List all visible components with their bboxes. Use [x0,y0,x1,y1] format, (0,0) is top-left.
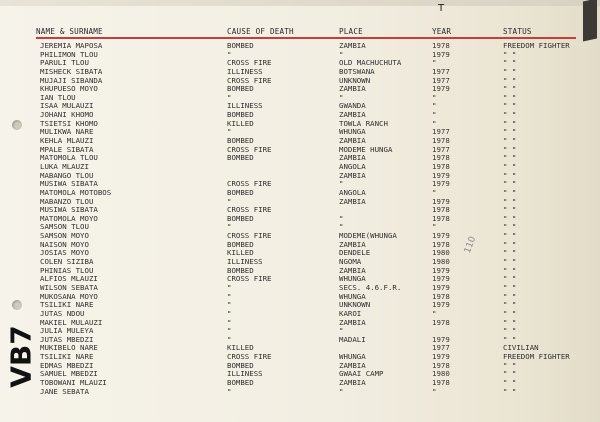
cell-name: TSIETSI KHOMO [40,118,98,128]
cell-name: WILSON SEBATA [40,282,98,292]
cell-place: ZAMBIA [339,41,366,50]
cell-status: " " [503,161,517,171]
cell-status: " " [503,291,517,301]
cell-name: JUTAS NDOU [40,308,85,318]
cell-year: 1979 [432,352,450,362]
cell-cause: KILLED [227,118,254,128]
cell-place: WHUNGA [339,352,366,362]
cell-status: " " [503,257,517,267]
cell-cause: " [227,334,232,344]
cell-name: MUSIWA SIBATA [40,179,98,189]
cell-status: " " [503,205,517,215]
cell-cause: BOMBED [227,377,254,387]
cell-place: MODEME(WHUNGA [339,231,397,241]
cell-status: " " [503,179,517,189]
cell-name: JULIA MULEYA [40,326,94,336]
cell-cause: BOMBED [227,213,254,223]
cell-name: MUSIWA SIBATA [40,205,98,215]
cell-year: 1977 [432,127,450,137]
cell-year: 1978 [432,377,450,387]
cell-name: JEREMIA MAPOSA [40,41,103,50]
cell-cause: " [227,92,232,102]
cell-year: 1979 [432,179,450,189]
cell-name: MISHECK SIBATA [40,66,103,76]
cell-name: KEHLA MLAUZI [40,136,94,146]
header-year: YEAR [432,27,452,36]
cell-place: " [339,49,344,59]
table-row [0,388,600,397]
cell-place: " [339,179,344,189]
cell-year: 1979 [432,300,450,310]
cell-status: FREEDOM FIGHTER [503,41,570,50]
casualty-table [0,42,600,396]
cell-name: PHINIAS TLOU [40,265,94,275]
cell-year: 1979 [432,274,450,284]
cell-cause: " [227,300,232,310]
cell-name: MABANGO TLOU [40,170,94,180]
side-label-text: VB7 [4,325,38,388]
cell-name: ALFIOS MLAUZI [40,274,98,284]
cell-cause: CROSS FIRE [227,205,272,215]
cell-cause: " [227,308,232,318]
cell-year: 1980 [432,257,450,267]
cell-status: " " [503,282,517,292]
cell-place: GWAAI CAMP [339,369,384,379]
cell-cause: " [227,291,232,301]
header-cause: CAUSE OF DEATH [227,27,294,36]
cell-name: LUKA MLAUZI [40,161,89,171]
cell-name: MUKOSANA MOYO [40,291,98,301]
paper-top-edge [0,0,600,6]
cell-place: MADALI [339,334,366,344]
cell-status: " " [503,110,517,120]
cell-status: " " [503,153,517,163]
cell-status: " " [503,75,517,85]
cell-year: " [432,58,437,68]
cell-cause: BOMBED [227,84,254,94]
cell-cause: CROSS FIRE [227,58,272,68]
cell-place: ZAMBIA [339,170,366,180]
cell-year: " [432,118,437,128]
cell-cause: ILLINESS [227,369,263,379]
binder-tab [583,0,597,41]
cell-year: 1979 [432,334,450,344]
cell-cause: ILLINESS [227,257,263,267]
cell-status: " " [503,118,517,128]
cell-status: " " [503,66,517,76]
cell-place: KAROI [339,308,362,318]
cell-name: SAMUEL MBEDZI [40,369,98,379]
header-name: NAME & SURNAME [36,27,103,36]
cell-status: " " [503,58,517,68]
cell-cause: " [227,196,232,206]
cell-cause: BOMBED [227,136,254,146]
cell-name: MATOMOLA TLOU [40,153,98,163]
cell-year: 1978 [432,317,450,327]
cell-year: 1978 [432,291,450,301]
cell-place: " [339,222,344,232]
cell-year: " [432,101,437,111]
cell-status: " " [503,213,517,223]
cell-name: PARULI TLOU [40,58,89,68]
cell-name: MPALE SIBATA [40,144,94,154]
cell-cause: " [227,326,232,336]
cell-place: ZAMBIA [339,153,366,163]
cell-year: 1978 [432,136,450,146]
cell-status: " " [503,136,517,146]
cell-year: 1978 [432,161,450,171]
cell-place: WHUNGA [339,274,366,284]
cell-name: MATOMOLA MOTOBOS [40,187,112,197]
side-label [0,318,40,396]
cell-cause: " [227,49,232,59]
cell-year: " [432,222,437,232]
cell-place: OLD MACHUCHUTA [339,58,402,68]
header-status: STATUS [503,27,532,36]
cell-name: NAISON MOYO [40,239,89,249]
cell-name: JANE SEBATA [40,386,89,396]
cell-place: BOTSWANA [339,66,375,76]
cell-name: JUTAS MBEDZI [40,334,94,344]
cell-status: " " [503,317,517,327]
header-place: PLACE [339,27,363,36]
cell-year: 1979 [432,231,450,241]
cell-year: 1978 [432,239,450,249]
cell-name: MABANZO TLOU [40,196,94,206]
cell-year: 1977 [432,75,450,85]
cell-cause: BOMBED [227,110,254,120]
cell-year: 1979 [432,282,450,292]
cell-cause: " [227,127,232,137]
cell-status: " " [503,326,517,336]
cell-status: " " [503,170,517,180]
cell-status: " " [503,308,517,318]
cell-name: TSILIKI NARE [40,300,94,310]
cell-status: " " [503,231,517,241]
cell-year: " [432,308,437,318]
cell-cause: ILLINESS [227,101,263,111]
cell-year: 1979 [432,265,450,275]
cell-year: 1978 [432,205,450,215]
cell-cause: BOMBED [227,41,254,50]
cell-status: " " [503,84,517,94]
cell-cause: BOMBED [227,187,254,197]
cell-year: 1978 [432,153,450,163]
cell-name: MAKIEL MULAUZI [40,317,103,327]
cell-status: " " [503,144,517,154]
cell-year: " [432,110,437,120]
cell-cause: KILLED [227,343,254,353]
cell-status: " " [503,127,517,137]
cell-place: ZAMBIA [339,196,366,206]
cell-year: 1978 [432,360,450,370]
cell-cause: CROSS FIRE [227,75,272,85]
cell-name: TOBOWANI MLAUZI [40,377,107,387]
cell-place: DENDELE [339,248,371,258]
cell-cause: CROSS FIRE [227,274,272,284]
cell-status: " " [503,369,517,379]
corner-mark: T [438,3,445,14]
cell-year: " [432,92,437,102]
cell-year: 1979 [432,84,450,94]
cell-name: COLEN SIZIBA [40,257,94,267]
cell-cause: CROSS FIRE [227,144,272,154]
cell-name: JOHANI KHOMO [40,110,94,120]
cell-place: ZAMBIA [339,360,366,370]
cell-cause: CROSS FIRE [227,352,272,362]
cell-status: " " [503,300,517,310]
cell-place: " [339,213,344,223]
cell-name: MUKIBELO NARE [40,343,98,353]
cell-cause: " [227,222,232,232]
cell-name: PHILIMON TLOU [40,49,98,59]
cell-status: " " [503,386,517,396]
cell-status: " " [503,49,517,59]
cell-year: 1980 [432,369,450,379]
pencil-note: 110 [462,235,479,255]
cell-year: " [432,187,437,197]
cell-year: " [432,386,437,396]
cell-status: FREEDOM FIGHTER [503,352,570,362]
cell-cause: ILLINESS [227,66,263,76]
cell-name: MUJAJI SIBANDA [40,75,103,85]
cell-place: ZAMBIA [339,110,366,120]
cell-name: MULIKWA NARE [40,127,94,137]
cell-name: TSILIKI NARE [40,352,94,362]
cell-cause: CROSS FIRE [227,231,272,241]
cell-status: " " [503,248,517,258]
cell-year: 1977 [432,66,450,76]
cell-status: CIVILIAN [503,343,539,353]
cell-year: 1979 [432,170,450,180]
cell-status: " " [503,360,517,370]
cell-cause: BOMBED [227,360,254,370]
cell-place: ZAMBIA [339,84,366,94]
cell-place: ANGOLA [339,187,366,197]
cell-place: MODEME HUNGA [339,144,393,154]
cell-place: ZAMBIA [339,265,366,275]
cell-place: SECS. 4.6.F.R. [339,282,402,292]
cell-name: ISAA MULAUZI [40,101,94,111]
cell-name: EDMAS MBEDZI [40,360,94,370]
cell-year: 1979 [432,196,450,206]
cell-place: " [339,386,344,396]
cell-year: 1978 [432,213,450,223]
cell-status: " " [503,265,517,275]
cell-status: " " [503,239,517,249]
cell-year: 1977 [432,144,450,154]
cell-year: 1979 [432,49,450,59]
cell-year: 1978 [432,41,450,50]
cell-name: IAN TLOU [40,92,76,102]
cell-cause: BOMBED [227,265,254,275]
cell-status: " " [503,101,517,111]
cell-cause: CROSS FIRE [227,179,272,189]
cell-cause: " [227,317,232,327]
cell-status: " " [503,377,517,387]
cell-status: " " [503,334,517,344]
cell-place: ZAMBIA [339,239,366,249]
cell-name: MATOMOLA MOYO [40,213,98,223]
cell-place: NGOMA [339,257,362,267]
cell-place: WHUNGA [339,127,366,137]
cell-place: ANGOLA [339,161,366,171]
cell-status: " " [503,187,517,197]
cell-place: UNKNOWN [339,75,371,85]
cell-name: JOSIAS MOYO [40,248,89,258]
cell-place: WHUNGA [339,291,366,301]
cell-place: UNKNOWN [339,300,371,310]
cell-name: KHUPUESO MOYO [40,84,98,94]
cell-name: SAMSON MOYO [40,231,89,241]
cell-place: ZAMBIA [339,317,366,327]
header-rule [36,37,576,39]
cell-cause: BOMBED [227,239,254,249]
cell-status: " " [503,92,517,102]
cell-year: 1977 [432,343,450,353]
cell-place: ZAMBIA [339,136,366,146]
cell-place: " [339,92,344,102]
cell-year: 1980 [432,248,450,258]
cell-place: GWANDA [339,101,366,111]
cell-cause: BOMBED [227,153,254,163]
cell-cause: KILLED [227,248,254,258]
cell-name: SAMSON TLOU [40,222,89,232]
cell-cause: " [227,282,232,292]
cell-status: " " [503,274,517,284]
cell-place: TOWLA RANCH [339,118,388,128]
cell-place: ZAMBIA [339,377,366,387]
cell-cause: " [227,386,232,396]
cell-place: " [339,326,344,336]
cell-status: " " [503,196,517,206]
cell-status: " " [503,222,517,232]
